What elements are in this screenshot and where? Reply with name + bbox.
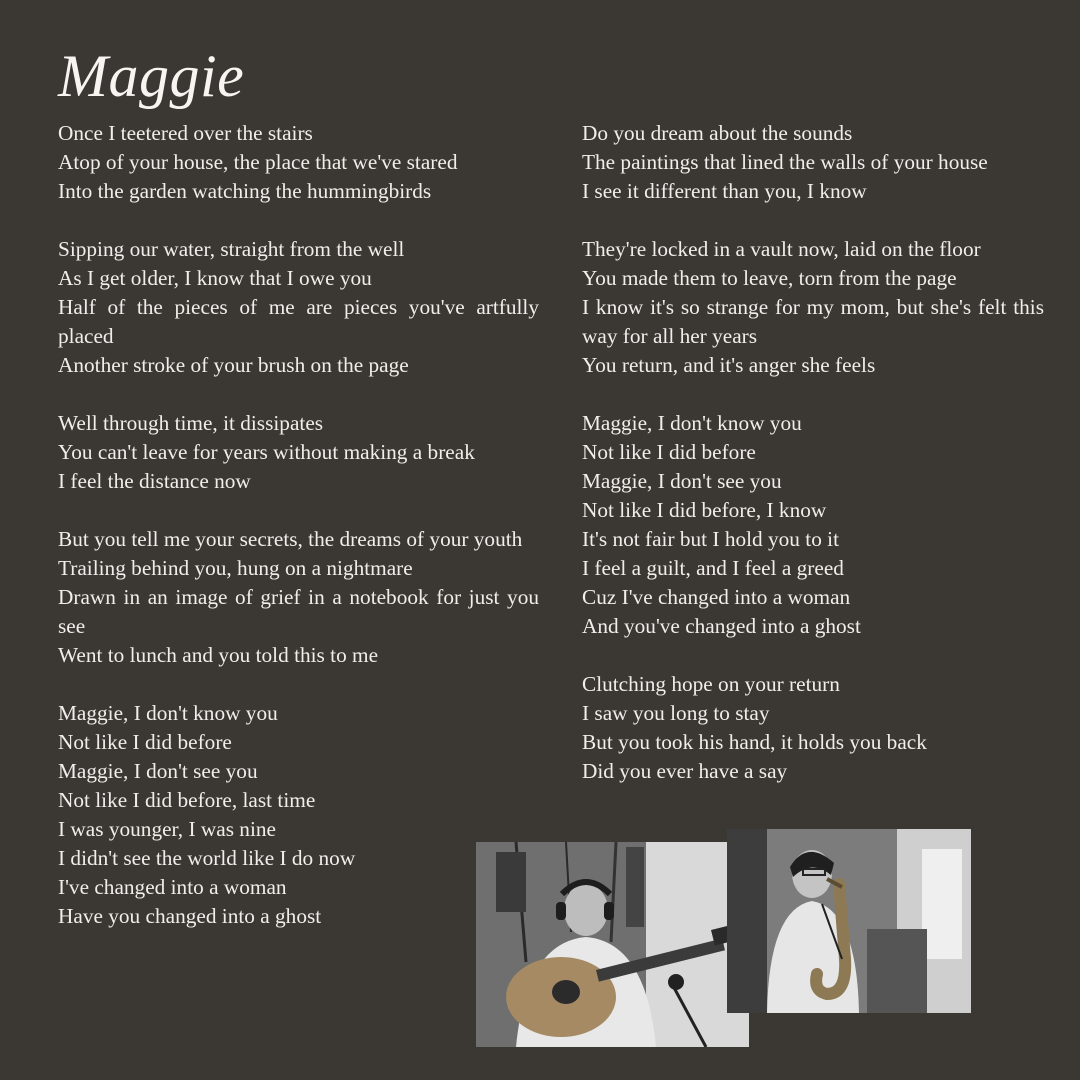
lyric-line: I know it's so strange for my mom, but she's felt this way for all her years	[582, 295, 1044, 348]
lyric-line: As I get older, I know that I owe you	[58, 266, 372, 290]
lyric-line: Not like I did before	[582, 440, 756, 464]
stanza	[582, 670, 1044, 786]
lyric-line: Went to lunch and you told this to me	[58, 643, 379, 667]
stanza	[58, 699, 539, 931]
lyric-line: I saw you long to stay	[582, 701, 770, 725]
stanza	[582, 119, 1044, 206]
lyric-line: They're locked in a vault now, laid on the floor	[582, 237, 981, 261]
lyric-line: Clutching hope on your return	[582, 672, 840, 696]
lyrics-column-left	[58, 119, 539, 931]
lyric-line: Into the garden watching the hummingbirds	[58, 179, 432, 203]
lyrics-column-right	[582, 119, 1044, 786]
lyric-line: I was younger, I was nine	[58, 817, 276, 841]
lyric-line: You can't leave for years without making a break	[58, 440, 475, 464]
lyric-line: Do you dream about the sounds	[582, 121, 853, 145]
stanza	[582, 235, 1044, 380]
lyric-line: You made them to leave, torn from the page	[582, 266, 957, 290]
lyric-line: Sipping our water, straight from the well	[58, 237, 405, 261]
lyric-line: Trailing behind you, hung on a nightmare	[58, 556, 413, 580]
stanza	[58, 409, 539, 496]
lyric-line: I feel a guilt, and I feel a greed	[582, 556, 844, 580]
lyric-line: Atop of your house, the place that we've stared	[58, 150, 458, 174]
lyric-line: Drawn in an image of grief in a notebook for just you see	[58, 585, 539, 638]
lyric-line: I feel the distance now	[58, 469, 251, 493]
lyric-line: The paintings that lined the walls of your house	[582, 150, 988, 174]
lyric-line: Maggie, I don't know you	[58, 701, 278, 725]
lyric-line: Not like I did before	[58, 730, 232, 754]
lyric-line: I see it different than you, I know	[582, 179, 867, 203]
saxophonist-photo	[727, 829, 971, 1013]
lyric-line: It's not fair but I hold you to it	[582, 527, 840, 551]
lyric-line: Not like I did before, last time	[58, 788, 316, 812]
stanza	[582, 409, 1044, 641]
stanza	[58, 119, 539, 206]
lyric-line: Maggie, I don't see you	[582, 469, 782, 493]
lyric-line: Cuz I've changed into a woman	[582, 585, 851, 609]
lyric-line: Maggie, I don't see you	[58, 759, 258, 783]
guitarist-illustration	[476, 842, 749, 1047]
lyric-line: Not like I did before, I know	[582, 498, 827, 522]
lyric-line: Maggie, I don't know you	[582, 411, 802, 435]
lyric-line: But you took his hand, it holds you back	[582, 730, 927, 754]
lyric-line: But you tell me your secrets, the dreams of your youth	[58, 527, 523, 551]
saxophonist-illustration	[727, 829, 971, 1013]
lyric-line: Once I teetered over the stairs	[58, 121, 313, 145]
lyric-line: And you've changed into a ghost	[582, 614, 861, 638]
page-title: Maggie	[58, 43, 245, 109]
lyric-line: You return, and it's anger she feels	[582, 353, 876, 377]
lyric-line: Another stroke of your brush on the page	[58, 353, 409, 377]
guitarist-photo	[476, 842, 749, 1047]
lyric-line: Have you changed into a ghost	[58, 904, 322, 928]
lyric-line: Did you ever have a say	[582, 759, 788, 783]
stanza	[58, 235, 539, 380]
lyric-line: I've changed into a woman	[58, 875, 287, 899]
lyric-line: Half of the pieces of me are pieces you've artfully placed	[58, 295, 539, 348]
lyric-line: Well through time, it dissipates	[58, 411, 324, 435]
lyric-line: I didn't see the world like I do now	[58, 846, 356, 870]
stanza	[58, 525, 539, 670]
